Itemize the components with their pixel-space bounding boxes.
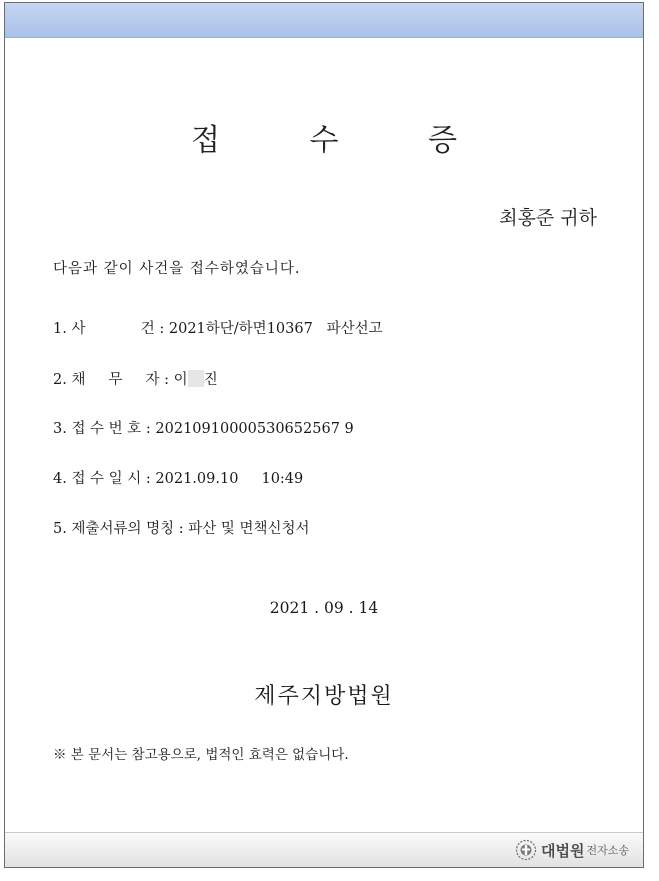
item-receipt-datetime-label: 4. 접 수 일 시 :	[53, 471, 156, 487]
item-debtor-value-prefix: 이	[173, 372, 188, 388]
item-case	[53, 317, 383, 338]
item-document-name-value: 파산 및 면책신청서	[188, 521, 310, 537]
disclaimer-note: ※ 본 문서는 참고용으로, 법적인 효력은 없습니다.	[53, 747, 349, 763]
brand-name: 대법원	[541, 841, 585, 860]
item-case-label: 1. 사 건 :	[53, 321, 169, 337]
item-document-name	[53, 517, 310, 538]
brand-subtitle: 전자소송	[586, 844, 629, 857]
item-debtor-label: 2. 채 무 자 :	[53, 372, 174, 388]
item-document-name-label: 5. 제출서류의 명칭 :	[53, 521, 189, 537]
item-receipt-number	[53, 417, 354, 438]
item-receipt-number-label: 3. 접 수 번 호 :	[53, 421, 156, 437]
item-receipt-datetime	[53, 467, 303, 488]
document-title: 접 수 증	[190, 123, 497, 158]
item-case-value: 2021하단/하면10367 파산선고	[168, 321, 383, 337]
bottom-band	[5, 832, 643, 867]
item-debtor	[53, 368, 218, 389]
court-logo	[515, 839, 629, 861]
item-debtor-value-suffix: 진	[203, 372, 218, 388]
redaction-box	[188, 370, 204, 387]
issue-date: 2021 . 09 . 14	[269, 599, 379, 617]
intro-text: 다음과 같이 사건을 접수하였습니다.	[53, 261, 301, 277]
court-name: 제주지방법원	[254, 684, 394, 709]
recipient-line: 최홍준 귀하	[499, 207, 597, 229]
item-receipt-number-value: 20210910000530652567 9	[155, 421, 354, 437]
item-receipt-datetime-value: 2021.09.10 10:49	[155, 471, 304, 487]
top-band	[5, 3, 643, 38]
document-frame	[4, 2, 644, 868]
court-emblem-icon	[515, 839, 537, 861]
